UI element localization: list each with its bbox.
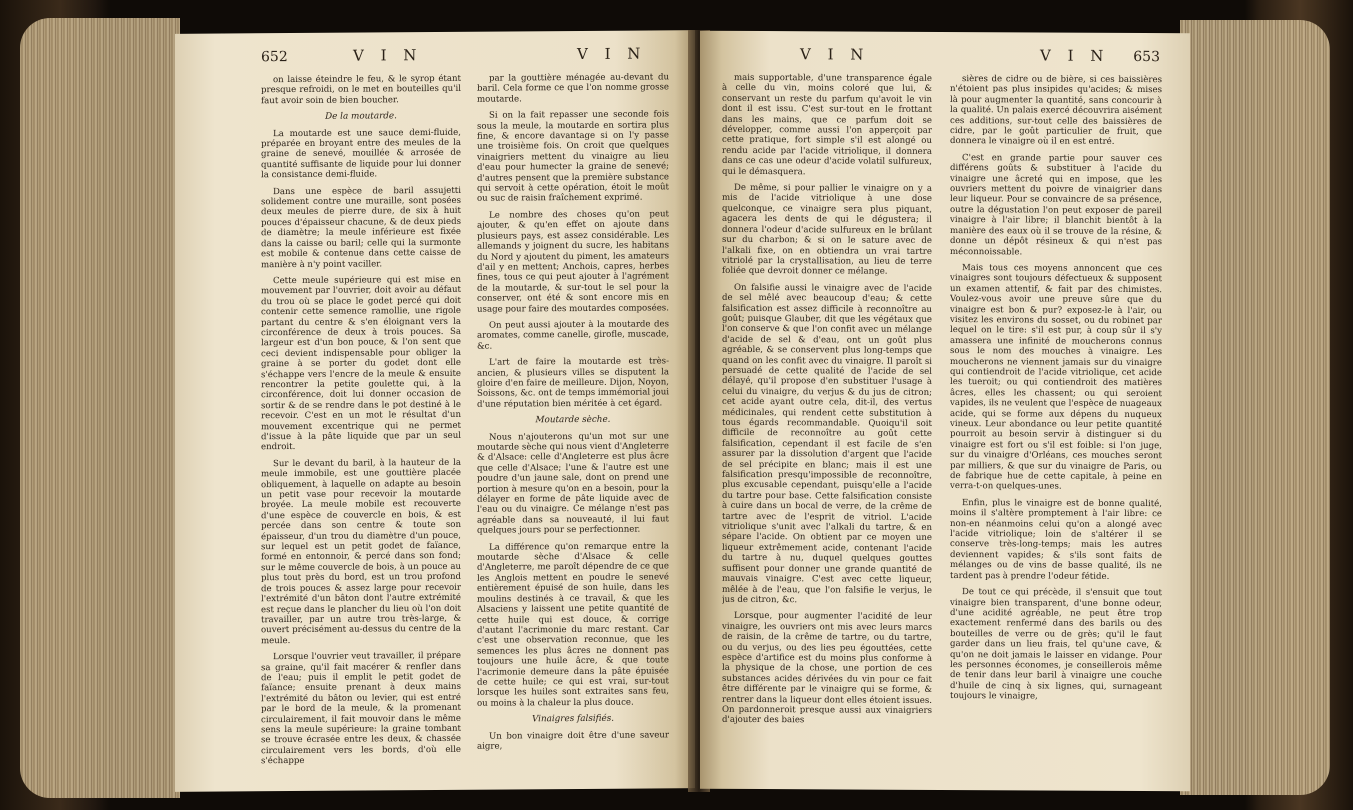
section-heading: De la moutarde.	[325, 111, 397, 122]
paragraph: par la gouttière ménagée au-devant du baril. Cela forme ce que l'on nomme grosse moutarde.	[477, 72, 669, 105]
paragraph: La moutarde est une sauce demi-fluide, préparée en broyant entre des meules de la graine de senevé, mouillée & arrosée de quantité suffisante de liquide pour lui donner la consistance demi-fluide.	[261, 127, 461, 181]
left-column-1	[261, 74, 461, 779]
right-column-2	[950, 74, 1162, 779]
left-running-header	[175, 44, 695, 70]
left-header-title-2: V I N	[577, 44, 647, 64]
right-column-1	[722, 73, 932, 778]
paragraph: Le nombre des choses qu'on peut ajouter, & qu'en effet on ajoute dans plusieurs pays, est assez considérable. Les allemands y joignent du sucre, les habitans du Nord y ajoutent du piment, les amateurs d'ail y en mettent; Anchois, capres, herbes fines, tous ce qui peut ajouter à l'agrément de la moutarde, & sur-tout le sel pour la conserver, ont été & sont encore mis en usage pour faire des moutardes composées.	[477, 209, 669, 315]
paragraph: La différence qu'on remarque entre la moutarde sèche d'Alsace & celle d'Angleterre, me paroît dépendre de ce que les Anglois mettent en poudre le senevé entièrement épuisé de son huile, dans les moulins destinés à ce travail, & que les Alsaciens y laissent une petite quantité de cette huile qui est douce, & corrige d'autant l'acrimonie du marc restant. Car c'est une observation reconnue, que les semences les plus âcres ne donnent pas toujours une huile âcre, & que toute l'acrimonie demeure dans la pâte épuisée de cette huile; ce qui est vrai, sur-tout lorsque les huiles sont extraites sans feu, ou moins à la chaleur la plus douce.	[477, 541, 669, 709]
right-running-header	[700, 45, 1190, 70]
paragraph: Sur le devant du baril, à la hauteur de la meule immobile, est une gouttière placée obliquement, à laquelle on adapte au besoin un petit vase pour recevoir la moutarde broyée. La meule mobile est recouverte d'une espèce de couvercle en bois, & est percée dans son centre & toute son épaisseur, d'un trou du diamètre d'un pouce, sur lequel est un petit godet de faïance, formé en entonnoir, & percé dans son fond; sur le même couvercle de bois, à un pouce au plus tout près du bord, est un trou profond de trois pouces & assez large pour recevoir l'extrémité d'un bâton dont l'autre extrémité est reçue dans le plancher du lieu où l'on doit travailler, par un autre trou très-large, & ouvert précisément au-dessus du centre de la meule.	[261, 457, 461, 646]
paragraph: Cette meule supérieure qui est mise en mouvement par l'ouvrier, doit avoir au défaut du trou où se place le godet percé qui doit contenir cette semence ramollie, une rigole partant du centre & s'en éloignant vers la circonférence de deux à trois pouces. Sa largeur est d'un bon pouce, & l'on sent que ceci devient indispensable pour obliger la graine à se porter du godet dont elle s'échappe vers l'encre de la meule & ensuite rencontrer la petite goulette qui, à la circonférence, doit lui donner occasion de sortir & de se rendre dans le pot destiné à le recevoir. C'est en un mot le résultat d'un mouvement excentrique qui ne permet d'issue à la pâte liquide que par un seul endroit.	[261, 274, 461, 453]
paragraph: mais supportable, d'une transparence égale à celle du vin, moins coloré que lui, & conservant un reste du parfum qu'avoit le vin dont il est issu. C'est sur-tout en le frottant dans les mains, que ce parfum doit se développer, comme aussi l'on apperçoit par cette pratique, fort simple s'il est alongé ou rendu acide par l'acide vitriolique, il donnera dans ce cas une odeur d'acide volatil sulfureux, qui le démasquera.	[722, 72, 932, 177]
paragraph: Un bon vinaigre doit être d'une saveur aigre,	[477, 729, 669, 752]
paragraph: Si on la fait repasser une seconde fois sous la meule, la moutarde en sortira plus fine, & encore davantage si on l'y passe une troisième fois. On croit que quelques vinaigriers mettent du vinaigre au lieu d'eau pour humecter la graine de senevé; d'autres pensent que la première substance qui servoit à cette opération, étoit le moût ou suc de raisin fraîchement exprimé.	[477, 109, 669, 205]
paragraph: Mais tous ces moyens annoncent que ces vinaigres sont toujours défectueux & supposent un examen attentif, & fait par des chimistes. Voulez-vous avoir une preuve sûre que du vinaigre est bon & pur? exposez-le à l'air, ou visitez les environs du sosset, ou du robinet par lequel on le tire: s'il est pur, à coup sûr il s'y amassera une infinité de moucherons connus sous le nom des mouches à vinaigre. Les moucherons ne viennent jamais sur du vinaigre qui contiendroit de l'acide vitriolique, cet acide les tueroit; ou qui contiendroit des matières âcres, elles les chassent; ou qui seroient vapides, ils ne veulent que l'espèce de nuageaux acide, qui se forme aux dépens du nuqueux vineux. Leur abondance ou leur petite quantité pourroit au besoin servir à distinguer si du vinaigre est fort ou s'il est foible: si l'on juge, sur du vinaigre d'Orléans, ces mouches seront par milliers, & que sur du vinaigre de Paris, ou de fabrique hue de cette capitale, à peine en verra-t-on quelques-unes.	[950, 262, 1162, 493]
paragraph: Enfin, plus le vinaigre est de bonne qualité, moins il s'altère promptement à l'air libre: ce non-en néanmoins celui qu'on a alongé avec l'acide vitriolique; loin de s'altérer il se conserve très-long-temps; mais les autres deviennent vapides; & s'ils sont faits de mélanges ou de vins de basse qualité, ils ne tardent pas à prendre l'odeur fétide.	[950, 497, 1162, 582]
right-page	[700, 31, 1190, 792]
right-header-title-1: V I N	[800, 45, 870, 64]
right-page-number: 653	[1133, 48, 1160, 66]
paragraph: on laisse éteindre le feu, & le syrop étant presque refroidi, on le met en bouteilles qu'il faut avoir soin de bien boucher.	[261, 73, 461, 107]
page-edges-right	[1180, 20, 1330, 795]
paragraph: On peut aussi ajouter à la moutarde des aromates, comme canelle, girofle, muscade, &c.	[477, 319, 669, 352]
paragraph: Dans une espèce de baril assujetti solidement contre une muraille, sont posées deux meules de pierre dure, de six à huit pouces d'épaisseur chacune, & de deux pieds de diamètre; la meule inférieure est fixée dans la caisse ou baril; celle qui la surmonte est mobile & contenue dans cette caisse de manière à n'y point vaciller.	[261, 185, 461, 270]
section-heading: Vinaigres falsifiés.	[531, 713, 615, 725]
paragraph: Lorsque, pour augmenter l'acidité de leur vinaigre, les ouvriers ont mis avec leurs marcs de raisin, de la crême de tartre, ou du tartre, ou du verjus, ou des lies peu égouttées, cette espèce d'artifice est du moins plus conforme à la physique de la chose, une portion de ces substances acides dérivées du vin pour ce fait être différente par le vinaigre qui se forme, & rentrer dans la liqueur dont elles étoient issues. On pardonneroit presque aussi aux vinaigriers d'ajouter des baies	[722, 611, 932, 726]
paragraph: Lorsque l'ouvrier veut travailler, il prépare sa graine, qu'il fait macérer & renfler dans de l'eau; puis il emplit le petit godet de faïance; ensuite prenant à deux mains l'extrémité du bâton ou levier, qui est entré par le bord de la meule, & la promenant circulairement, il fait mouvoir dans le même sens la meule supérieure: la graine tombant se trouve écrasée entre les deux, & chassée circulairement vers les bords, d'où elle s'échappe	[261, 650, 461, 767]
page-edges-left	[20, 18, 180, 798]
section-heading: Moutarde sèche.	[535, 414, 611, 426]
paragraph: De tout ce qui précède, il s'ensuit que tout vinaigre bien transparent, d'une bonne odeur, d'une acidité agréable, ne peut être trop exactement renfermé dans des barils ou des bouteilles de verre ou de grès; qu'il le faut garder dans un lieu frais, tel qu'une cave, & qu'on ne doit jamais le laisser en vidange. Pour les personnes économes, je conseillerois même de tenir dans leur baril à vinaigre une couche d'huile de cinq à six lignes, qui, surnageant toujours le vinaigre,	[950, 587, 1162, 702]
paragraph: sières de cidre ou de bière, si ces baissières n'étoient pas plus insipides qu'acides; & mises là pour augmenter la quantité, sans concourir à la qualité. Un palais exercé découvrira aisément ces additions, sur-tout celle des baissières de cidre, par le goût particulier de fruit, que donnera le vinaigre où il en est entré.	[950, 74, 1162, 148]
paragraph: L'art de faire la moutarde est très-ancien, & plusieurs villes se disputent la gloire d'en faire de meilleure. Dijon, Noyon, Soissons, &c. ont de temps immémorial joui d'une réputation bien méritée à cet égard.	[477, 356, 669, 410]
left-page-number: 652	[261, 49, 288, 66]
paragraph: On falsifie aussi le vinaigre avec de l'acide de sel mêlé avec beaucoup d'eau; & cette falsification est assez difficile à reconnoître au goût; puisque Glauber, dit que les végétaux que l'on conserve & que l'on confit avec un mélange d'acide de sel & d'eau, ont un goût plus agréable, & se conservent plus long-temps que quand on les confit avec du vinaigre. Il paroît si persuadé de cette qualité de l'acide de sel délayé, qu'il propose d'en substituer l'usage à celui du vinaigre, du verjus & du jus de citron; cet acide ayant outre cela, dit-il, des vertus médicinales, qui rendent cette substitution à tous égards recommandable. Quoiqu'il soit difficile de reconnoître au goût cette falsification, cependant il est facile de s'en assurer par la dissolution d'argent que l'acide de sel précipite en blanc; mais il est une falsification presqu'impossible de reconnoître, plus excusable cependant, puisqu'elle a l'acide du tartre pour base. Cette falsification consiste à cuire dans un bocal de verre, de la crême de tartre avec de l'esprit de vitriol. L'acide vitriolique s'unit avec l'alkali du tartre, & en sépare l'acide. On obtient par ce moyen une liqueur extrêmement acide, contenant l'acide du tartre à nu, duquel quelques gouttes suffisent pour donner une grande quantité de mauvais vinaigre. C'est avec cette liqueur, mêlée à de l'eau, que l'on falsifie le verjus, le jus de citron, &c.	[722, 282, 932, 606]
left-page	[175, 30, 695, 792]
left-column-2	[477, 72, 669, 777]
paragraph: C'est en grande partie pour sauver ces différens goûts & substituer à l'acide du vinaigre une âcreté qui en impose, que les ouvriers mettent du poivre de vinaigrier dans leur liqueur. Pour se convaincre de sa présence, outre la dégustation l'on peut exposer de pareil vinaigre à l'air libre; il blanchit bientôt à la manière des eaux où il se trouve de la résine, & donne un dépôt résineux & qui n'est pas méconnoissable.	[950, 152, 1162, 257]
paragraph: Nous n'ajouterons qu'un mot sur une moutarde sèche qui nous vient d'Angleterre & d'Alsace: celle d'Angleterre est plus âcre que celle d'Alsace; l'une & l'autre est une poudre d'un jaune sale, dont on prend une portion à mesure qu'on en a besoin, pour la délayer en forme de pâte liquide avec de l'eau ou du vinaigre. Ce mélange n'est pas agréable dans sa nouveauté, il lui faut quelques jours pour se perfectionner.	[477, 430, 669, 536]
right-header-title-2: V I N	[1040, 46, 1110, 65]
paragraph: De même, si pour pallier le vinaigre on y a mis de l'acide vitriolique à une dose quelconque, ce vinaigre sera plus piquant, agacera les dents de qui le dégustera; il donnera l'odeur d'acide sulfureux en le brûlant sur du charbon; & si on le sature avec de l'alkali fixe, on en obtiendra un vrai tartre vitriolé par la crystallisation, au lieu de terre foliée que devroit donner ce mélange.	[722, 182, 932, 278]
left-header-title-1: V I N	[353, 46, 423, 65]
